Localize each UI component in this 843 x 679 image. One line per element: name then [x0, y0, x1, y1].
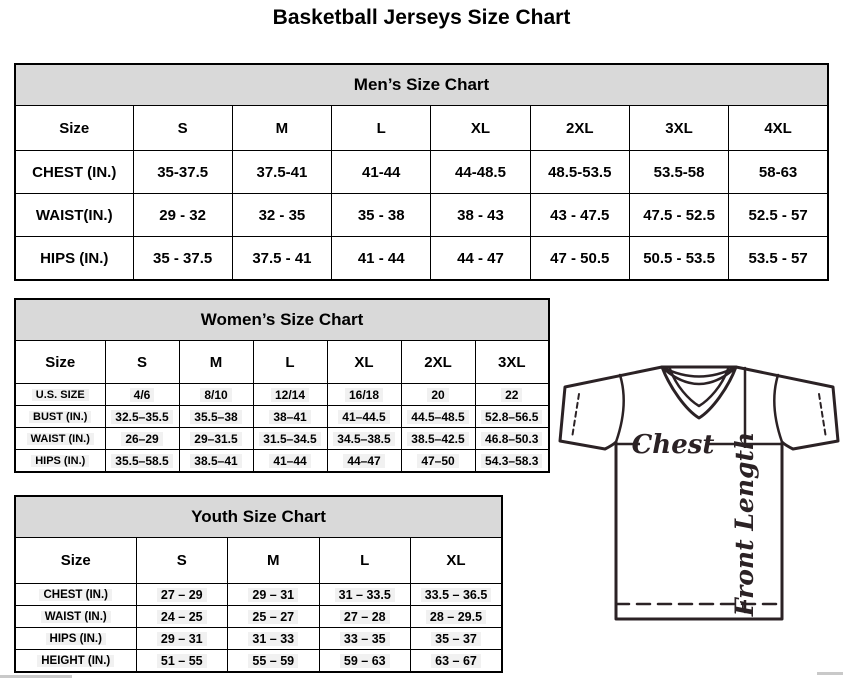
row-label: WAIST (IN.) [15, 606, 136, 628]
size-value-cell: 29 – 31 [228, 584, 320, 606]
size-value-cell: 37.5 - 41 [232, 237, 331, 281]
column-header: 2XL [530, 106, 629, 151]
column-header: S [133, 106, 232, 151]
size-value-cell: 53.5-58 [629, 151, 728, 194]
size-value-cell: 4/6 [105, 384, 179, 406]
column-header: 2XL [401, 341, 475, 384]
size-value-cell: 55 – 59 [228, 650, 320, 673]
size-value-cell: 22 [475, 384, 549, 406]
front-length-label: Front Length [730, 431, 759, 617]
column-header: L [319, 538, 411, 584]
table-row [15, 606, 502, 628]
column-header: XL [411, 538, 503, 584]
size-value-cell: 44 - 47 [431, 237, 530, 281]
size-value-cell: 48.5-53.5 [530, 151, 629, 194]
scrollbar-fragment-right [817, 672, 843, 675]
size-value-cell: 35 – 37 [411, 628, 503, 650]
row-label: WAIST(IN.) [15, 194, 133, 237]
column-header-row [15, 538, 502, 584]
column-header: Size [15, 106, 133, 151]
column-header: M [179, 341, 253, 384]
column-header: XL [431, 106, 530, 151]
size-value-cell: 41–44 [253, 450, 327, 473]
column-header: L [253, 341, 327, 384]
row-label: CHEST (IN.) [15, 584, 136, 606]
size-value-cell: 31.5–34.5 [253, 428, 327, 450]
table-header-band [15, 64, 828, 106]
row-label: U.S. SIZE [15, 384, 105, 406]
size-value-cell: 46.8–50.3 [475, 428, 549, 450]
size-value-cell: 41 - 44 [332, 237, 431, 281]
size-value-cell: 47 - 50.5 [530, 237, 629, 281]
size-value-cell: 52.5 - 57 [729, 194, 828, 237]
chest-label: Chest [631, 430, 715, 460]
column-header: M [228, 538, 320, 584]
size-value-cell: 12/14 [253, 384, 327, 406]
table-row [15, 428, 549, 450]
column-header: 3XL [629, 106, 728, 151]
table-row [15, 628, 502, 650]
table-row [15, 406, 549, 428]
table-row [15, 151, 828, 194]
size-value-cell: 53.5 - 57 [729, 237, 828, 281]
size-value-cell: 29 – 31 [136, 628, 228, 650]
table-row [15, 650, 502, 673]
size-value-cell: 28 – 29.5 [411, 606, 503, 628]
column-header: M [232, 106, 331, 151]
size-value-cell: 35 - 38 [332, 194, 431, 237]
table-row [15, 237, 828, 281]
size-value-cell: 37.5-41 [232, 151, 331, 194]
page-title: Basketball Jerseys Size Chart [272, 6, 571, 29]
size-value-cell: 31 – 33 [228, 628, 320, 650]
size-value-cell: 16/18 [327, 384, 401, 406]
row-label: HIPS (IN.) [15, 450, 105, 473]
row-label: HEIGHT (IN.) [15, 650, 136, 673]
table-header-band [15, 299, 549, 341]
size-value-cell: 35.5–58.5 [105, 450, 179, 473]
size-value-cell: 44–47 [327, 450, 401, 473]
column-header: XL [327, 341, 401, 384]
size-value-cell: 59 – 63 [319, 650, 411, 673]
size-value-cell: 38.5–41 [179, 450, 253, 473]
table-row [15, 450, 549, 473]
row-label: WAIST (IN.) [15, 428, 105, 450]
size-value-cell: 54.3–58.3 [475, 450, 549, 473]
column-header-row [15, 341, 549, 384]
table-row [15, 194, 828, 237]
mens-table-title: Men’s Size Chart [15, 64, 828, 106]
size-value-cell: 27 – 29 [136, 584, 228, 606]
column-header: 3XL [475, 341, 549, 384]
jersey-diagram-svg [556, 354, 842, 628]
row-label: CHEST (IN.) [15, 151, 133, 194]
column-header: Size [15, 341, 105, 384]
column-header-row [15, 106, 828, 151]
column-header: S [136, 538, 228, 584]
size-value-cell: 35-37.5 [133, 151, 232, 194]
row-label: BUST (IN.) [15, 406, 105, 428]
scrollbar-fragment-left [0, 675, 72, 678]
row-label: HIPS (IN.) [15, 237, 133, 281]
womens-size-table [14, 298, 550, 473]
row-label: HIPS (IN.) [15, 628, 136, 650]
table-header-band [15, 496, 502, 538]
size-value-cell: 51 – 55 [136, 650, 228, 673]
size-value-cell: 33 – 35 [319, 628, 411, 650]
size-value-cell: 32.5–35.5 [105, 406, 179, 428]
size-value-cell: 33.5 – 36.5 [411, 584, 503, 606]
size-value-cell: 29 - 32 [133, 194, 232, 237]
jersey-measurement-diagram [556, 354, 842, 628]
table-row [15, 384, 549, 406]
size-value-cell: 44-48.5 [431, 151, 530, 194]
size-value-cell: 35 - 37.5 [133, 237, 232, 281]
womens-table-title: Women’s Size Chart [15, 299, 549, 341]
size-value-cell: 47–50 [401, 450, 475, 473]
size-value-cell: 58-63 [729, 151, 828, 194]
column-header: Size [15, 538, 136, 584]
mens-size-table [14, 63, 829, 281]
size-value-cell: 38 - 43 [431, 194, 530, 237]
column-header: L [332, 106, 431, 151]
size-value-cell: 44.5–48.5 [401, 406, 475, 428]
column-header: S [105, 341, 179, 384]
size-value-cell: 47.5 - 52.5 [629, 194, 728, 237]
size-value-cell: 63 – 67 [411, 650, 503, 673]
size-value-cell: 31 – 33.5 [319, 584, 411, 606]
size-value-cell: 41–44.5 [327, 406, 401, 428]
size-value-cell: 27 – 28 [319, 606, 411, 628]
size-value-cell: 29–31.5 [179, 428, 253, 450]
size-value-cell: 32 - 35 [232, 194, 331, 237]
size-value-cell: 43 - 47.5 [530, 194, 629, 237]
size-value-cell: 20 [401, 384, 475, 406]
size-value-cell: 50.5 - 53.5 [629, 237, 728, 281]
size-value-cell: 38–41 [253, 406, 327, 428]
youth-table-title: Youth Size Chart [15, 496, 502, 538]
size-value-cell: 25 – 27 [228, 606, 320, 628]
column-header: 4XL [729, 106, 828, 151]
size-value-cell: 41-44 [332, 151, 431, 194]
size-value-cell: 26–29 [105, 428, 179, 450]
table-row [15, 584, 502, 606]
size-value-cell: 35.5–38 [179, 406, 253, 428]
size-value-cell: 52.8–56.5 [475, 406, 549, 428]
size-value-cell: 34.5–38.5 [327, 428, 401, 450]
size-value-cell: 24 – 25 [136, 606, 228, 628]
size-value-cell: 8/10 [179, 384, 253, 406]
size-value-cell: 38.5–42.5 [401, 428, 475, 450]
youth-size-table [14, 495, 503, 673]
